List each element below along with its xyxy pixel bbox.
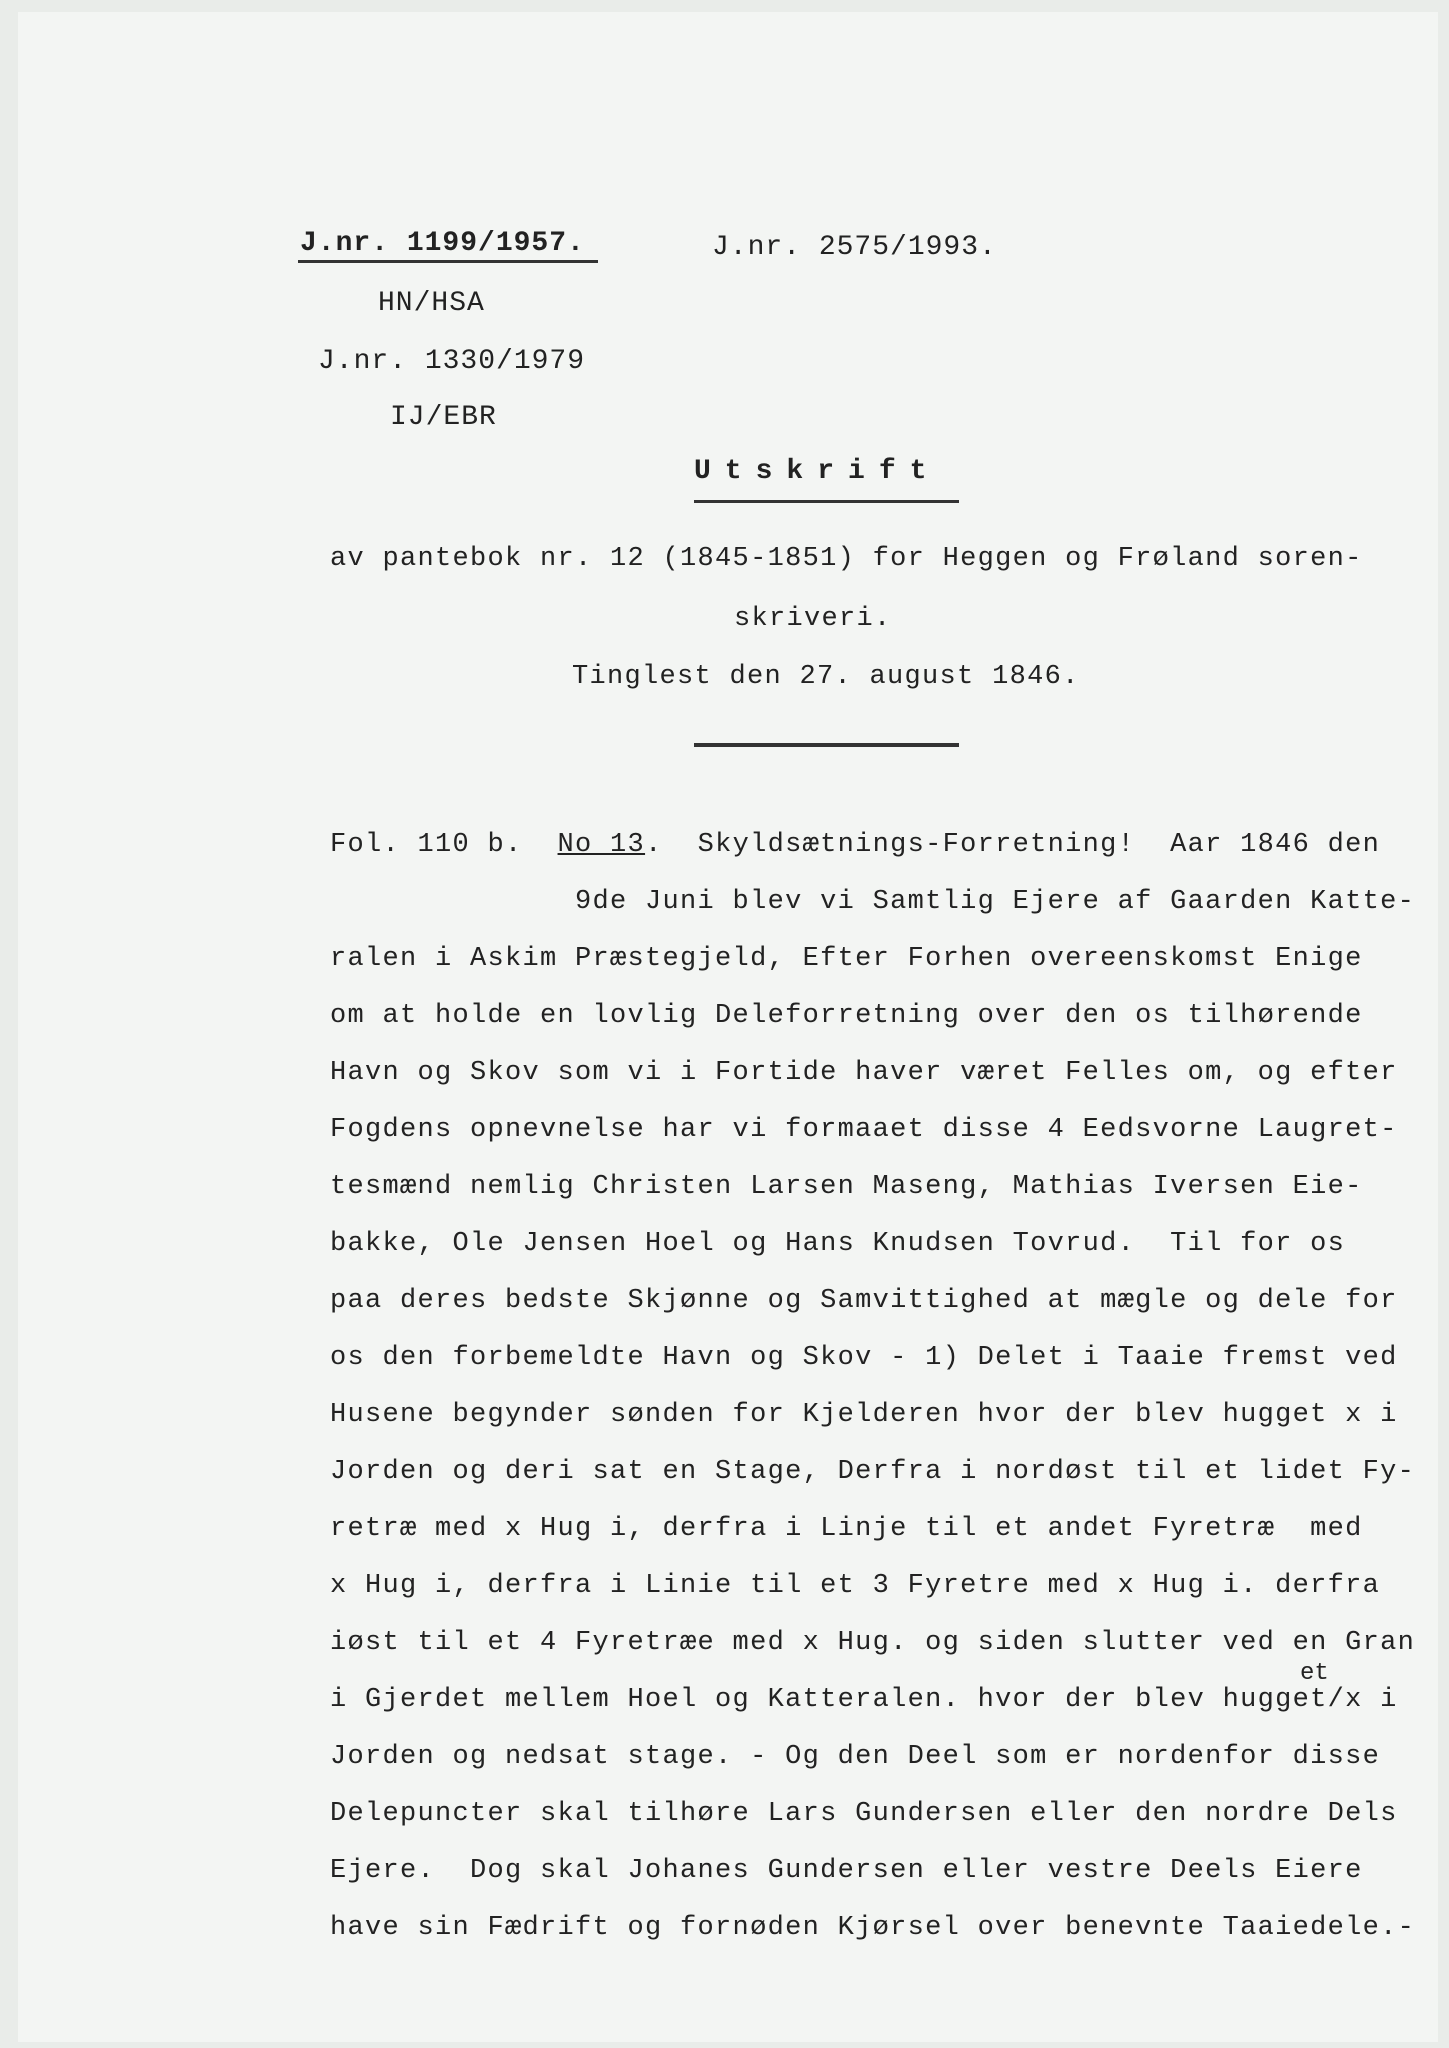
record-number: No 13 (557, 830, 646, 860)
body-line-1 (330, 830, 1380, 860)
body-line-4: om at holde en lovlig Deleforretning over den os tilhørende (330, 1001, 1363, 1031)
folio-ref: Fol. 110 b. (330, 830, 558, 860)
initials-ij-ebr: IJ/EBR (390, 402, 497, 433)
body-line-10: os den forbemeldte Havn og Skov - 1) Delet i Taaie fremst ved (330, 1343, 1398, 1373)
body-line-17: Jorden og nedsat stage. - Og den Deel som er nordenfor disse (330, 1742, 1381, 1772)
insertion-mark: et (1300, 1660, 1329, 1687)
body-line-20: have sin Fædrift og fornøden Kjørsel over benevnte Taaiedele.- (330, 1913, 1416, 1943)
journal-ref-1993: J.nr. 2575/1993. (712, 232, 997, 263)
body-line-6: Fogdens opnevnelse har vi formaaet disse 4 Eedsvorne Laugret- (330, 1115, 1398, 1145)
journal-ref-1957: J.nr. 1199/1957. (300, 228, 585, 259)
body-line-16: i Gjerdet mellem Hoel og Katteralen. hvor der blev hugget/x i (330, 1685, 1398, 1715)
body-line-19: Ejere. Dog skal Johanes Gundersen eller vestre Deels Eiere (330, 1856, 1363, 1886)
body-line-12: Jorden og deri sat en Stage, Derfra i nordøst til et lidet Fy- (330, 1457, 1416, 1487)
subtitle-line-1: av pantebok nr. 12 (1845-1851) for Heggen og Frøland soren- (330, 544, 1363, 574)
body-line-14: x Hug i, derfra i Linie til et 3 Fyretre med x Hug i. derfra (330, 1571, 1381, 1601)
ref-underline (298, 260, 598, 263)
initials-hn-hsa: HN/HSA (378, 288, 485, 319)
body-line-18: Delepuncter skal tilhøre Lars Gundersen eller den nordre Dels (330, 1799, 1398, 1829)
body-line-1-rest: . Skyldsætnings-Forretning! Aar 1846 den (645, 830, 1381, 860)
body-line-8: bakke, Ole Jensen Hoel og Hans Knudsen Tovrud. Til for os (330, 1229, 1346, 1259)
section-divider (694, 743, 959, 747)
document-title: Utskrift (694, 456, 941, 487)
body-line-11: Husene begynder sønden for Kjelderen hvor der blev hugget x i (330, 1400, 1398, 1430)
body-line-3: ralen i Askim Præstegjeld, Efter Forhen overeenskomst Enige (330, 944, 1363, 974)
journal-ref-1979: J.nr. 1330/1979 (318, 346, 586, 377)
body-line-7: tesmænd nemlig Christen Larsen Maseng, Mathias Iversen Eie- (330, 1172, 1363, 1202)
title-underline (694, 500, 959, 503)
body-line-2: 9de Juni blev vi Samtlig Ejere af Gaarden Katte- (330, 887, 1416, 917)
subtitle-line-3: Tinglest den 27. august 1846. (572, 662, 1080, 692)
subtitle-line-2: skriveri. (734, 604, 892, 634)
body-line-9: paa deres bedste Skjønne og Samvittighed at mægle og dele for (330, 1286, 1398, 1316)
body-line-15: iøst til et 4 Fyretræe med x Hug. og siden slutter ved en Gran (330, 1628, 1416, 1658)
body-line-5: Havn og Skov som vi i Fortide haver været Felles om, og efter (330, 1058, 1398, 1088)
body-line-13: retræ med x Hug i, derfra i Linje til et andet Fyretræ med (330, 1514, 1363, 1544)
